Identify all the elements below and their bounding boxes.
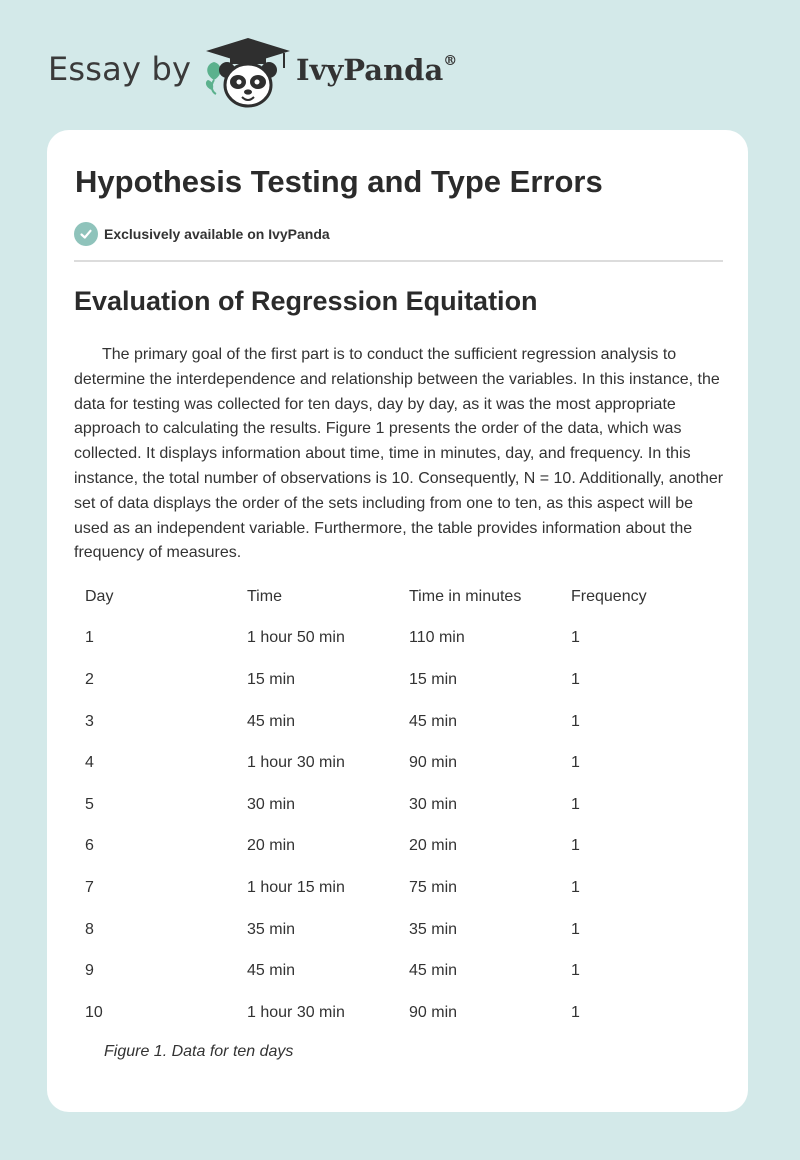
cell-frequency: 1 xyxy=(571,962,580,980)
cell-day: 5 xyxy=(85,795,94,813)
cell-frequency: 1 xyxy=(571,712,580,730)
cell-day: 10 xyxy=(85,1003,103,1021)
column-header-day: Day xyxy=(85,587,114,605)
cell-time: 15 min xyxy=(247,670,296,688)
cell-time-in-minutes: 15 min xyxy=(409,670,458,688)
cell-time: 1 hour 30 min xyxy=(247,754,345,772)
table-row xyxy=(75,701,723,743)
cell-frequency: 1 xyxy=(571,878,580,896)
divider xyxy=(74,260,723,262)
cell-time: 1 hour 15 min xyxy=(247,878,345,896)
table-row xyxy=(75,742,723,784)
table-row xyxy=(75,992,723,1034)
cell-time-in-minutes: 90 min xyxy=(409,1003,458,1021)
cell-day: 1 xyxy=(85,629,94,647)
column-header-time-in-minutes: Time in minutes xyxy=(409,587,522,605)
cell-frequency: 1 xyxy=(571,1003,580,1021)
cell-time-in-minutes: 90 min xyxy=(409,754,458,772)
cell-time-in-minutes: 45 min xyxy=(409,712,458,730)
cell-day: 6 xyxy=(85,837,94,855)
section-heading: Evaluation of Regression Equitation xyxy=(74,286,538,316)
brand-name: IvyPanda xyxy=(296,53,444,87)
cell-time-in-minutes: 110 min xyxy=(409,629,465,647)
cell-frequency: 1 xyxy=(571,754,580,772)
cell-time: 35 min xyxy=(247,920,296,938)
cell-time: 45 min xyxy=(247,712,296,730)
check-icon xyxy=(74,222,98,246)
table-row xyxy=(75,950,723,992)
cell-frequency: 1 xyxy=(571,920,580,938)
panda-mascot-icon[interactable] xyxy=(200,34,296,110)
essay-card xyxy=(47,130,748,1112)
cell-time: 45 min xyxy=(247,962,296,980)
cell-frequency: 1 xyxy=(571,837,580,855)
cell-frequency: 1 xyxy=(571,670,580,688)
body-paragraph: The primary goal of the first part is to conduct the sufficient regression analysis to determine the interdependence and relationship between the variables. In this instance, the data for testing was collected for ten days, day by day, as it was the most appropriate approach to calculating the results. Figure 1 presents the order of the data, which was collected. It displays information about time, time in minutes, day, and frequency. In this instance, the total number of observations is 10. Consequently, N = 10. Additionally, another set of data displays the order of the sets including from one to ten, as this aspect will be used as an independent variable. Furthermore, the table provides information about the frequency of measures. xyxy=(74,346,724,562)
table-row xyxy=(75,659,723,701)
cell-day: 8 xyxy=(85,920,94,938)
column-header-frequency: Frequency xyxy=(571,587,647,605)
table-row xyxy=(75,826,723,868)
cell-time: 1 hour 30 min xyxy=(247,1003,345,1021)
table-row xyxy=(75,909,723,951)
table-row xyxy=(75,867,723,909)
brand-wordmark[interactable] xyxy=(296,53,457,87)
table-row xyxy=(75,618,723,660)
exclusive-label: Exclusively available on IvyPanda xyxy=(104,226,330,242)
cell-day: 2 xyxy=(85,670,94,688)
cell-time-in-minutes: 45 min xyxy=(409,962,458,980)
cell-time-in-minutes: 20 min xyxy=(409,837,458,855)
cell-frequency: 1 xyxy=(571,795,580,813)
table-header-row xyxy=(75,576,723,618)
data-table xyxy=(75,576,723,1034)
figure-caption: Figure 1. Data for ten days xyxy=(104,1043,294,1060)
cell-time-in-minutes: 75 min xyxy=(409,878,458,896)
cell-time: 20 min xyxy=(247,837,296,855)
cell-time: 30 min xyxy=(247,795,296,813)
essay-by-label: Essay by xyxy=(48,50,192,88)
page-title: Hypothesis Testing and Type Errors xyxy=(75,164,603,199)
column-header-time: Time xyxy=(247,587,282,605)
site-header xyxy=(0,0,800,130)
table-row xyxy=(75,784,723,826)
cell-frequency: 1 xyxy=(571,629,580,647)
cell-day: 9 xyxy=(85,962,94,980)
cell-time: 1 hour 50 min xyxy=(247,629,345,647)
cell-time-in-minutes: 30 min xyxy=(409,795,458,813)
cell-day: 7 xyxy=(85,878,94,896)
cell-day: 4 xyxy=(85,754,94,772)
cell-day: 3 xyxy=(85,712,94,730)
cell-time-in-minutes: 35 min xyxy=(409,920,458,938)
registered-mark: ® xyxy=(443,53,458,70)
exclusive-badge xyxy=(74,222,330,246)
